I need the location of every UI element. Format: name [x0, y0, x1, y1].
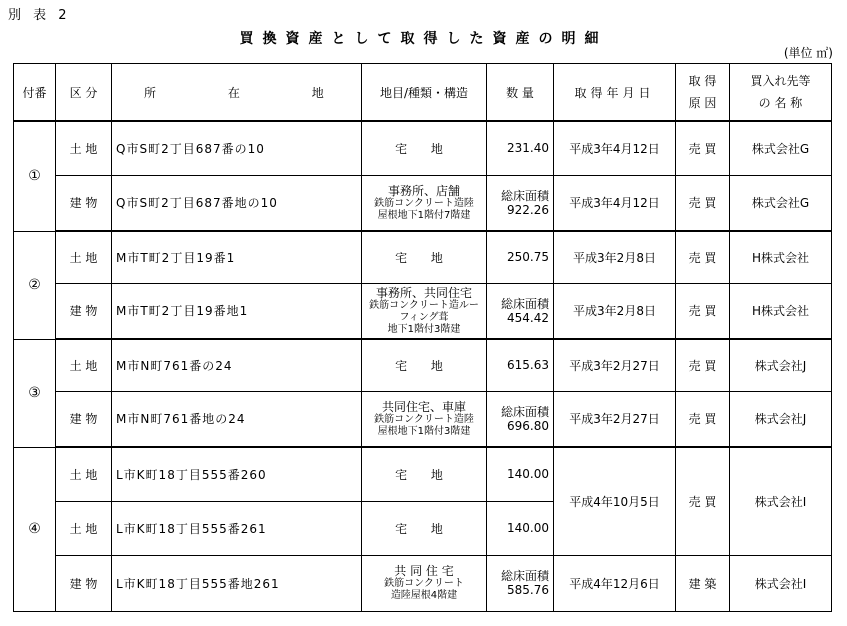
- location-cell: M市T町2丁目19番1: [112, 231, 362, 283]
- appendix-label: 別 表 2: [8, 8, 71, 23]
- table-row: [14, 121, 832, 175]
- type-cell: 宅 地: [362, 501, 487, 555]
- location-cell: Q市S町2丁目687番の10: [112, 121, 362, 175]
- reason-cell: 売 買: [676, 175, 730, 231]
- header-location-2: 在: [227, 85, 240, 100]
- group-number: ②: [14, 231, 56, 339]
- reason-cell: 売 買: [676, 283, 730, 339]
- location-cell: L市K町18丁目555番261: [112, 501, 362, 555]
- qty-prefix: 総床面積: [500, 188, 549, 203]
- type-line: 共 同 住 宅: [394, 564, 454, 578]
- seller-cell: 株式会社G: [730, 175, 832, 231]
- type-cell: [362, 283, 487, 339]
- table-row: [14, 555, 832, 611]
- date-cell: 平成3年2月8日: [554, 231, 676, 283]
- header-seller-1: 買入れ先等: [750, 74, 811, 88]
- group-number: ④: [14, 447, 56, 611]
- type-line: 鉄筋コンクリート: [384, 578, 464, 589]
- qty-prefix: 総床面積: [500, 569, 549, 583]
- table-row: [14, 283, 832, 339]
- qty-prefix: 総床面積: [500, 404, 549, 419]
- kubun-cell: 土 地: [56, 231, 112, 283]
- kubun-cell: 建 物: [56, 283, 112, 339]
- seller-cell: 株式会社J: [730, 391, 832, 447]
- date-cell: 平成3年2月27日: [554, 391, 676, 447]
- type-cell: 宅 地: [362, 231, 487, 283]
- date-cell: 平成3年2月27日: [554, 339, 676, 391]
- qty-prefix: 総床面積: [500, 296, 549, 311]
- kubun-cell: 土 地: [56, 447, 112, 501]
- seller-cell: H株式会社: [730, 231, 832, 283]
- qty-cell: [487, 175, 554, 231]
- table-row: [14, 391, 832, 447]
- type-cell: 宅 地: [362, 121, 487, 175]
- table-row: [14, 447, 832, 501]
- type-line: 共同住宅、車庫: [381, 399, 466, 414]
- date-cell: 平成3年4月12日: [554, 175, 676, 231]
- type-line: 造陸屋根4階建: [390, 590, 458, 601]
- document-title: 買換資産として取得した資産の明細: [239, 31, 608, 47]
- qty-value: 696.80: [507, 418, 549, 433]
- header-seller: [730, 64, 832, 122]
- kubun-cell: 建 物: [56, 391, 112, 447]
- seller-cell: 株式会社G: [730, 121, 832, 175]
- header-location: [112, 64, 362, 122]
- reason-cell: 売 買: [676, 391, 730, 447]
- type-cell: 宅 地: [362, 447, 487, 501]
- date-cell: 平成4年10月5日: [554, 447, 676, 555]
- date-cell: 平成3年2月8日: [554, 283, 676, 339]
- qty-cell: 140.00: [487, 501, 554, 555]
- type-line: 鉄筋コンクリート造ルーフィング葺: [369, 299, 479, 323]
- qty-cell: 250.75: [487, 231, 554, 283]
- header-reason: [676, 64, 730, 122]
- type-cell: [362, 555, 487, 611]
- seller-cell: 株式会社J: [730, 339, 832, 391]
- table-row: [14, 175, 832, 231]
- qty-cell: 140.00: [487, 447, 554, 501]
- location-cell: L市K町18丁目555番地261: [112, 555, 362, 611]
- reason-cell: 売 買: [676, 339, 730, 391]
- qty-cell: [487, 283, 554, 339]
- type-line: 事務所、店舗: [387, 183, 460, 198]
- type-cell: 宅 地: [362, 339, 487, 391]
- type-line: 事務所、共同住宅: [375, 285, 472, 300]
- kubun-cell: 土 地: [56, 121, 112, 175]
- header-reason-1: 取 得: [688, 74, 717, 88]
- type-line: 鉄筋コンクリート造陸: [374, 197, 474, 209]
- qty-value: 585.76: [507, 583, 549, 597]
- type-cell: [362, 175, 487, 231]
- header-seller-2: の 名 称: [758, 96, 803, 110]
- qty-value: 454.42: [507, 310, 549, 325]
- qty-cell: [487, 555, 554, 611]
- header-location-1: 所: [144, 85, 157, 100]
- date-cell: 平成4年12月6日: [554, 555, 676, 611]
- type-line: 屋根地下1階付7階建: [377, 209, 471, 221]
- kubun-cell: 建 物: [56, 175, 112, 231]
- type-cell: [362, 391, 487, 447]
- location-cell: M市N町761番の24: [112, 339, 362, 391]
- header-location-3: 地: [311, 85, 324, 100]
- location-cell: M市T町2丁目19番地1: [112, 283, 362, 339]
- group-number: ①: [14, 121, 56, 231]
- table-row: [14, 231, 832, 283]
- header-no: 付番: [14, 64, 56, 122]
- date-cell: 平成3年4月12日: [554, 121, 676, 175]
- kubun-cell: 土 地: [56, 501, 112, 555]
- header-row: [14, 64, 832, 122]
- reason-cell: 売 買: [676, 231, 730, 283]
- header-qty: 数 量: [487, 64, 554, 122]
- seller-cell: 株式会社I: [730, 555, 832, 611]
- location-cell: M市N町761番地の24: [112, 391, 362, 447]
- seller-cell: H株式会社: [730, 283, 832, 339]
- kubun-cell: 土 地: [56, 339, 112, 391]
- header-date: 取得年月日: [554, 64, 676, 122]
- header-kubun: 区 分: [56, 64, 112, 122]
- location-cell: L市K町18丁目555番260: [112, 447, 362, 501]
- header-type: 地目/種類・構造: [362, 64, 487, 122]
- header-reason-2: 原 因: [688, 96, 717, 110]
- seller-cell: 株式会社I: [730, 447, 832, 555]
- type-line: 屋根地下1階付3階建: [377, 425, 471, 437]
- qty-value: 922.26: [507, 202, 549, 217]
- group-number: ③: [14, 339, 56, 447]
- qty-cell: [487, 391, 554, 447]
- qty-cell: 231.40: [487, 121, 554, 175]
- type-line: 鉄筋コンクリート造陸: [374, 413, 474, 425]
- reason-cell: 売 買: [676, 447, 730, 555]
- qty-cell: 615.63: [487, 339, 554, 391]
- type-line: 地下1階付3階建: [387, 323, 461, 335]
- assets-table: [13, 63, 832, 612]
- unit-label: (単位 ㎡): [783, 46, 833, 60]
- table-row: [14, 339, 832, 391]
- location-cell: Q市S町2丁目687番地の10: [112, 175, 362, 231]
- kubun-cell: 建 物: [56, 555, 112, 611]
- reason-cell: 建 築: [676, 555, 730, 611]
- reason-cell: 売 買: [676, 121, 730, 175]
